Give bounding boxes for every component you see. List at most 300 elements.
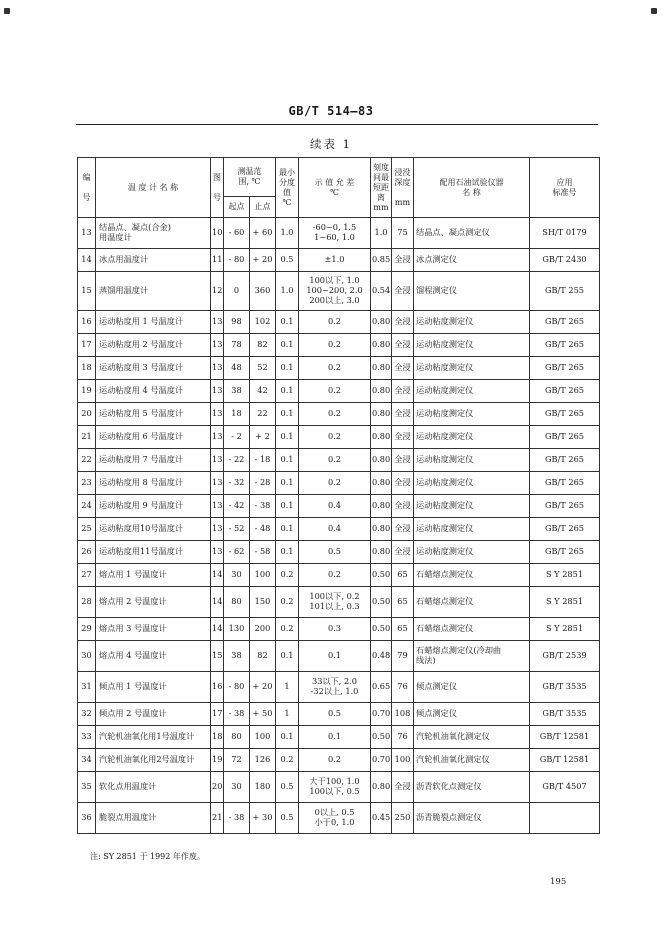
- cell-tolerance: 0.2: [299, 749, 371, 772]
- cell-min-dist: 0.80: [371, 495, 392, 518]
- table-row: [78, 249, 600, 272]
- cell-standard: GB/T 265: [530, 403, 600, 426]
- cell-range-start: 0: [224, 272, 250, 311]
- table-row: [78, 403, 600, 426]
- cell-instrument: 运动粘度测定仪: [414, 357, 530, 380]
- cell-fig: 11: [211, 249, 224, 272]
- cell-fig: 13: [211, 541, 224, 564]
- cell-name: 运动粘度用 6 号温度计: [96, 426, 211, 449]
- col-header-min-dist: 刻度 间最 短距 离 mm: [371, 158, 392, 218]
- cell-range-end: - 28: [250, 472, 276, 495]
- cell-fig: 13: [211, 403, 224, 426]
- cell-range-end: 180: [250, 772, 276, 803]
- cell-range-end: + 50: [250, 703, 276, 726]
- cell-range-end: 100: [250, 726, 276, 749]
- cell-tolerance: 0.2: [299, 564, 371, 587]
- scan-corner-mark-icon: [651, 8, 657, 14]
- cell-min-dist: 1.0: [371, 218, 392, 249]
- cell-range-start: 130: [224, 618, 250, 641]
- document-header: GB/T 514—83: [288, 104, 374, 118]
- cell-fig: 13: [211, 380, 224, 403]
- cell-min-div: 0.1: [276, 541, 299, 564]
- cell-range-end: - 58: [250, 541, 276, 564]
- cell-num: 32: [78, 703, 96, 726]
- cell-min-dist: 0.50: [371, 564, 392, 587]
- cell-standard: GB/T 265: [530, 426, 600, 449]
- cell-min-div: 1.0: [276, 272, 299, 311]
- cell-tolerance: 0.2: [299, 380, 371, 403]
- cell-num: 15: [78, 272, 96, 311]
- cell-immersion: 76: [392, 726, 414, 749]
- cell-num: 29: [78, 618, 96, 641]
- cell-standard: GB/T 265: [530, 449, 600, 472]
- cell-instrument: 沥青脆裂点测定仪: [414, 803, 530, 834]
- cell-tolerance: 0.2: [299, 449, 371, 472]
- cell-standard: GB/T 265: [530, 472, 600, 495]
- cell-num: 18: [78, 357, 96, 380]
- cell-range-start: - 80: [224, 249, 250, 272]
- cell-range-end: 200: [250, 618, 276, 641]
- cell-name: 熔点用 4 号温度计: [96, 641, 211, 672]
- cell-range-end: 150: [250, 587, 276, 618]
- cell-tolerance: 0以上, 0.5 小于0, 1.0: [299, 803, 371, 834]
- cell-immersion: 全浸: [392, 334, 414, 357]
- cell-standard: GB/T 12581: [530, 726, 600, 749]
- cell-name: 运动粘度用 4 号温度计: [96, 380, 211, 403]
- cell-instrument: 结晶点、凝点测定仪: [414, 218, 530, 249]
- cell-tolerance: 33以下, 2.0 -32以上, 1.0: [299, 672, 371, 703]
- cell-min-div: 0.1: [276, 449, 299, 472]
- cell-instrument: 运动粘度测定仪: [414, 472, 530, 495]
- cell-instrument: 沥青软化点测定仪: [414, 772, 530, 803]
- cell-fig: 20: [211, 772, 224, 803]
- cell-instrument: 倾点测定仪: [414, 703, 530, 726]
- cell-immersion: 100: [392, 749, 414, 772]
- cell-min-dist: 0.80: [371, 311, 392, 334]
- cell-min-dist: 0.45: [371, 803, 392, 834]
- cell-range-start: 78: [224, 334, 250, 357]
- cell-range-start: 38: [224, 641, 250, 672]
- cell-instrument: 石蜡熔点测定仪: [414, 618, 530, 641]
- cell-name: 汽轮机油氧化用1号温度计: [96, 726, 211, 749]
- cell-name: 熔点用 1 号温度计: [96, 564, 211, 587]
- col-header-tolerance: 示 值 允 差 ℃: [299, 158, 371, 218]
- cell-fig: 13: [211, 518, 224, 541]
- cell-instrument: 运动粘度测定仪: [414, 495, 530, 518]
- cell-immersion: 全浸: [392, 380, 414, 403]
- cell-range-end: + 60: [250, 218, 276, 249]
- cell-fig: 13: [211, 495, 224, 518]
- cell-num: 16: [78, 311, 96, 334]
- cell-range-start: 30: [224, 772, 250, 803]
- cell-num: 31: [78, 672, 96, 703]
- cell-min-div: 0.1: [276, 334, 299, 357]
- cell-instrument: 汽轮机油氧化测定仪: [414, 726, 530, 749]
- cell-range-end: 100: [250, 564, 276, 587]
- cell-instrument: 运动粘度测定仪: [414, 403, 530, 426]
- cell-min-dist: 0.50: [371, 726, 392, 749]
- cell-fig: 13: [211, 311, 224, 334]
- col-header-min-div: 最小 分度 值 ℃: [276, 158, 299, 218]
- cell-instrument: 倾点测定仪: [414, 672, 530, 703]
- cell-standard: SH/T 0179: [530, 218, 600, 249]
- table-row: [78, 587, 600, 618]
- cell-name: 倾点用 2 号温度计: [96, 703, 211, 726]
- cell-name: 运动粘度用 7 号温度计: [96, 449, 211, 472]
- cell-name: 汽轮机油氧化用2号温度计: [96, 749, 211, 772]
- cell-name: 运动粘度用 2 号温度计: [96, 334, 211, 357]
- cell-min-div: 0.5: [276, 772, 299, 803]
- cell-tolerance: 0.2: [299, 334, 371, 357]
- table-row: [78, 472, 600, 495]
- cell-tolerance: 0.2: [299, 472, 371, 495]
- cell-fig: 13: [211, 472, 224, 495]
- cell-tolerance: ±1.0: [299, 249, 371, 272]
- table-row: [78, 672, 600, 703]
- thermometer-table: [77, 157, 600, 834]
- cell-range-end: 126: [250, 749, 276, 772]
- cell-immersion: 全浸: [392, 518, 414, 541]
- cell-name: 倾点用 1 号温度计: [96, 672, 211, 703]
- cell-immersion: 全浸: [392, 272, 414, 311]
- cell-num: 20: [78, 403, 96, 426]
- cell-num: 24: [78, 495, 96, 518]
- cell-standard: [530, 803, 600, 834]
- col-header-fig: 图 号: [211, 158, 224, 218]
- cell-num: 14: [78, 249, 96, 272]
- cell-name: 运动粘度用 5 号温度计: [96, 403, 211, 426]
- table-row: [78, 334, 600, 357]
- cell-range-end: 82: [250, 334, 276, 357]
- cell-immersion: 250: [392, 803, 414, 834]
- cell-tolerance: -60~0, 1.5 1~60, 1.0: [299, 218, 371, 249]
- cell-range-start: - 62: [224, 541, 250, 564]
- cell-min-div: 0.1: [276, 380, 299, 403]
- cell-num: 27: [78, 564, 96, 587]
- cell-range-end: 82: [250, 641, 276, 672]
- table-row: [78, 357, 600, 380]
- cell-immersion: 全浸: [392, 357, 414, 380]
- cell-min-div: 0.1: [276, 472, 299, 495]
- cell-tolerance: 100以下, 0.2 101以上, 0.3: [299, 587, 371, 618]
- cell-min-dist: 0.80: [371, 518, 392, 541]
- cell-range-start: - 80: [224, 672, 250, 703]
- cell-tolerance: 0.5: [299, 541, 371, 564]
- table-row: [78, 541, 600, 564]
- cell-standard: GB/T 3535: [530, 703, 600, 726]
- col-header-range: 测温范 围, ℃: [224, 158, 276, 197]
- cell-tolerance: 0.1: [299, 641, 371, 672]
- cell-standard: S Y 2851: [530, 587, 600, 618]
- cell-min-div: 0.2: [276, 749, 299, 772]
- cell-min-div: 1.0: [276, 218, 299, 249]
- cell-num: 34: [78, 749, 96, 772]
- cell-instrument: 运动粘度测定仪: [414, 541, 530, 564]
- cell-num: 26: [78, 541, 96, 564]
- cell-name: 运动粘度用 8 号温度计: [96, 472, 211, 495]
- table-row: [78, 218, 600, 249]
- cell-fig: 14: [211, 618, 224, 641]
- cell-min-dist: 0.80: [371, 380, 392, 403]
- cell-standard: GB/T 265: [530, 495, 600, 518]
- cell-immersion: 65: [392, 587, 414, 618]
- cell-instrument: 运动粘度测定仪: [414, 426, 530, 449]
- cell-num: 30: [78, 641, 96, 672]
- cell-min-dist: 0.70: [371, 749, 392, 772]
- cell-standard: GB/T 265: [530, 357, 600, 380]
- cell-instrument: 馏程测定仪: [414, 272, 530, 311]
- cell-min-dist: 0.50: [371, 587, 392, 618]
- cell-range-start: - 38: [224, 703, 250, 726]
- cell-fig: 16: [211, 672, 224, 703]
- table-row: [78, 495, 600, 518]
- cell-immersion: 全浸: [392, 541, 414, 564]
- cell-min-dist: 0.80: [371, 472, 392, 495]
- cell-min-dist: 0.65: [371, 672, 392, 703]
- cell-min-dist: 0.48: [371, 641, 392, 672]
- table-row: [78, 772, 600, 803]
- table-row: [78, 272, 600, 311]
- cell-range-start: 80: [224, 726, 250, 749]
- table-row: [78, 311, 600, 334]
- cell-standard: GB/T 265: [530, 334, 600, 357]
- cell-instrument: 汽轮机油氧化测定仪: [414, 749, 530, 772]
- cell-range-start: 80: [224, 587, 250, 618]
- cell-num: 13: [78, 218, 96, 249]
- cell-tolerance: 0.5: [299, 703, 371, 726]
- cell-min-div: 0.2: [276, 618, 299, 641]
- cell-range-end: + 20: [250, 249, 276, 272]
- cell-tolerance: 100以下, 1.0 100~200, 2.0 200以上, 3.0: [299, 272, 371, 311]
- cell-range-end: - 48: [250, 518, 276, 541]
- cell-num: 22: [78, 449, 96, 472]
- cell-range-end: - 38: [250, 495, 276, 518]
- cell-num: 28: [78, 587, 96, 618]
- cell-immersion: 65: [392, 618, 414, 641]
- cell-fig: 19: [211, 749, 224, 772]
- cell-num: 35: [78, 772, 96, 803]
- cell-range-start: 72: [224, 749, 250, 772]
- cell-min-div: 0.2: [276, 564, 299, 587]
- table-row: [78, 641, 600, 672]
- cell-immersion: 全浸: [392, 772, 414, 803]
- cell-standard: GB/T 265: [530, 541, 600, 564]
- cell-num: 17: [78, 334, 96, 357]
- cell-num: 33: [78, 726, 96, 749]
- table-row: [78, 426, 600, 449]
- scan-corner-mark-icon: [4, 8, 10, 14]
- cell-instrument: 运动粘度测定仪: [414, 380, 530, 403]
- cell-range-end: 360: [250, 272, 276, 311]
- cell-fig: 14: [211, 587, 224, 618]
- cell-min-div: 1: [276, 703, 299, 726]
- cell-tolerance: 大于100, 1.0 100以下, 0.5: [299, 772, 371, 803]
- cell-range-start: - 60: [224, 218, 250, 249]
- cell-tolerance: 0.4: [299, 495, 371, 518]
- cell-min-div: 0.5: [276, 249, 299, 272]
- cell-immersion: 全浸: [392, 472, 414, 495]
- cell-fig: 21: [211, 803, 224, 834]
- cell-name: 运动粘度用 9 号温度计: [96, 495, 211, 518]
- cell-min-dist: 0.80: [371, 449, 392, 472]
- cell-immersion: 76: [392, 672, 414, 703]
- table-row: [78, 803, 600, 834]
- cell-fig: 15: [211, 641, 224, 672]
- cell-min-dist: 0.80: [371, 357, 392, 380]
- cell-name: 运动粘度用 1 号温度计: [96, 311, 211, 334]
- cell-range-start: 18: [224, 403, 250, 426]
- cell-num: 36: [78, 803, 96, 834]
- cell-name: 软化点用温度计: [96, 772, 211, 803]
- cell-immersion: 全浸: [392, 495, 414, 518]
- cell-min-dist: 0.80: [371, 334, 392, 357]
- cell-instrument: 运动粘度测定仪: [414, 311, 530, 334]
- cell-min-div: 0.1: [276, 357, 299, 380]
- table-row: [78, 380, 600, 403]
- table-caption: 续表 1: [310, 137, 352, 151]
- cell-fig: 13: [211, 357, 224, 380]
- cell-immersion: 全浸: [392, 426, 414, 449]
- table-row: [78, 449, 600, 472]
- cell-min-div: 0.1: [276, 726, 299, 749]
- col-header-range-end: 止点: [250, 197, 276, 218]
- cell-name: 蒸馏用温度计: [96, 272, 211, 311]
- cell-min-dist: 0.80: [371, 772, 392, 803]
- header-rule: [76, 124, 598, 125]
- cell-name: 运动粘度用10号温度计: [96, 518, 211, 541]
- cell-min-div: 0.1: [276, 518, 299, 541]
- cell-range-start: 38: [224, 380, 250, 403]
- cell-tolerance: 0.2: [299, 311, 371, 334]
- cell-num: 21: [78, 426, 96, 449]
- cell-range-end: + 30: [250, 803, 276, 834]
- cell-name: 熔点用 2 号温度计: [96, 587, 211, 618]
- cell-immersion: 全浸: [392, 403, 414, 426]
- cell-min-div: 0.1: [276, 426, 299, 449]
- col-header-standard: 应用 标准号: [530, 158, 600, 218]
- cell-tolerance: 0.1: [299, 726, 371, 749]
- cell-immersion: 全浸: [392, 449, 414, 472]
- col-header-instrument: 配用石油试验仪器 名 称: [414, 158, 530, 218]
- cell-range-end: + 2: [250, 426, 276, 449]
- cell-standard: S Y 2851: [530, 564, 600, 587]
- cell-num: 19: [78, 380, 96, 403]
- cell-tolerance: 0.2: [299, 426, 371, 449]
- cell-min-div: 0.1: [276, 311, 299, 334]
- cell-standard: GB/T 12581: [530, 749, 600, 772]
- cell-min-div: 0.2: [276, 587, 299, 618]
- table-row: [78, 703, 600, 726]
- cell-name: 运动粘度用11号温度计: [96, 541, 211, 564]
- cell-instrument: 运动粘度测定仪: [414, 334, 530, 357]
- cell-fig: 13: [211, 426, 224, 449]
- cell-tolerance: 0.2: [299, 357, 371, 380]
- cell-standard: GB/T 4507: [530, 772, 600, 803]
- cell-range-end: 102: [250, 311, 276, 334]
- cell-min-div: 0.1: [276, 641, 299, 672]
- col-header-num: 编 号: [78, 158, 96, 218]
- cell-min-dist: 0.80: [371, 426, 392, 449]
- col-header-range-start: 起点: [224, 197, 250, 218]
- cell-num: 25: [78, 518, 96, 541]
- cell-name: 结晶点、凝点(合金) 用温度计: [96, 218, 211, 249]
- cell-range-end: 52: [250, 357, 276, 380]
- cell-standard: GB/T 265: [530, 311, 600, 334]
- cell-min-div: 0.1: [276, 495, 299, 518]
- cell-min-dist: 0.80: [371, 541, 392, 564]
- cell-standard: GB/T 2539: [530, 641, 600, 672]
- cell-range-start: - 42: [224, 495, 250, 518]
- cell-instrument: 运动粘度测定仪: [414, 518, 530, 541]
- cell-range-start: 98: [224, 311, 250, 334]
- cell-tolerance: 0.2: [299, 403, 371, 426]
- page-number: 195: [550, 877, 567, 887]
- table-row: [78, 618, 600, 641]
- cell-tolerance: 0.4: [299, 518, 371, 541]
- cell-standard: GB/T 3535: [530, 672, 600, 703]
- cell-range-end: 42: [250, 380, 276, 403]
- cell-standard: GB/T 265: [530, 518, 600, 541]
- cell-immersion: 全浸: [392, 249, 414, 272]
- cell-min-dist: 0.50: [371, 618, 392, 641]
- cell-name: 熔点用 3 号温度计: [96, 618, 211, 641]
- cell-fig: 18: [211, 726, 224, 749]
- cell-min-dist: 0.54: [371, 272, 392, 311]
- cell-instrument: 石蜡熔点测定仪: [414, 564, 530, 587]
- cell-range-start: - 32: [224, 472, 250, 495]
- cell-standard: GB/T 2430: [530, 249, 600, 272]
- cell-standard: S Y 2851: [530, 618, 600, 641]
- cell-fig: 13: [211, 334, 224, 357]
- cell-instrument: 运动粘度测定仪: [414, 449, 530, 472]
- cell-range-start: - 52: [224, 518, 250, 541]
- cell-min-div: 0.5: [276, 803, 299, 834]
- cell-range-start: - 2: [224, 426, 250, 449]
- cell-num: 23: [78, 472, 96, 495]
- cell-min-div: 0.1: [276, 403, 299, 426]
- cell-fig: 10: [211, 218, 224, 249]
- cell-range-end: + 20: [250, 672, 276, 703]
- cell-fig: 14: [211, 564, 224, 587]
- cell-range-end: 22: [250, 403, 276, 426]
- cell-fig: 17: [211, 703, 224, 726]
- col-header-name: 温 度 计 名 称: [96, 158, 211, 218]
- cell-name: 运动粘度用 3 号温度计: [96, 357, 211, 380]
- cell-name: 脆裂点用温度计: [96, 803, 211, 834]
- table-row: [78, 749, 600, 772]
- cell-fig: 13: [211, 449, 224, 472]
- cell-immersion: 79: [392, 641, 414, 672]
- cell-instrument: 石蜡熔点测定仪(冷却曲 线法): [414, 641, 530, 672]
- cell-tolerance: 0.3: [299, 618, 371, 641]
- cell-immersion: 65: [392, 564, 414, 587]
- cell-min-dist: 0.80: [371, 403, 392, 426]
- cell-min-dist: 0.70: [371, 703, 392, 726]
- table-row: [78, 518, 600, 541]
- cell-range-start: - 22: [224, 449, 250, 472]
- cell-min-dist: 0.85: [371, 249, 392, 272]
- table-row: [78, 726, 600, 749]
- cell-immersion: 全浸: [392, 311, 414, 334]
- cell-min-div: 1: [276, 672, 299, 703]
- cell-standard: GB/T 265: [530, 380, 600, 403]
- col-header-immersion: 浸没 深度 mm: [392, 158, 414, 218]
- footnote: 注: SY 2851 于 1992 年作废。: [90, 852, 205, 861]
- cell-name: 冰点用温度计: [96, 249, 211, 272]
- cell-fig: 12: [211, 272, 224, 311]
- cell-range-start: 48: [224, 357, 250, 380]
- table-row: [78, 564, 600, 587]
